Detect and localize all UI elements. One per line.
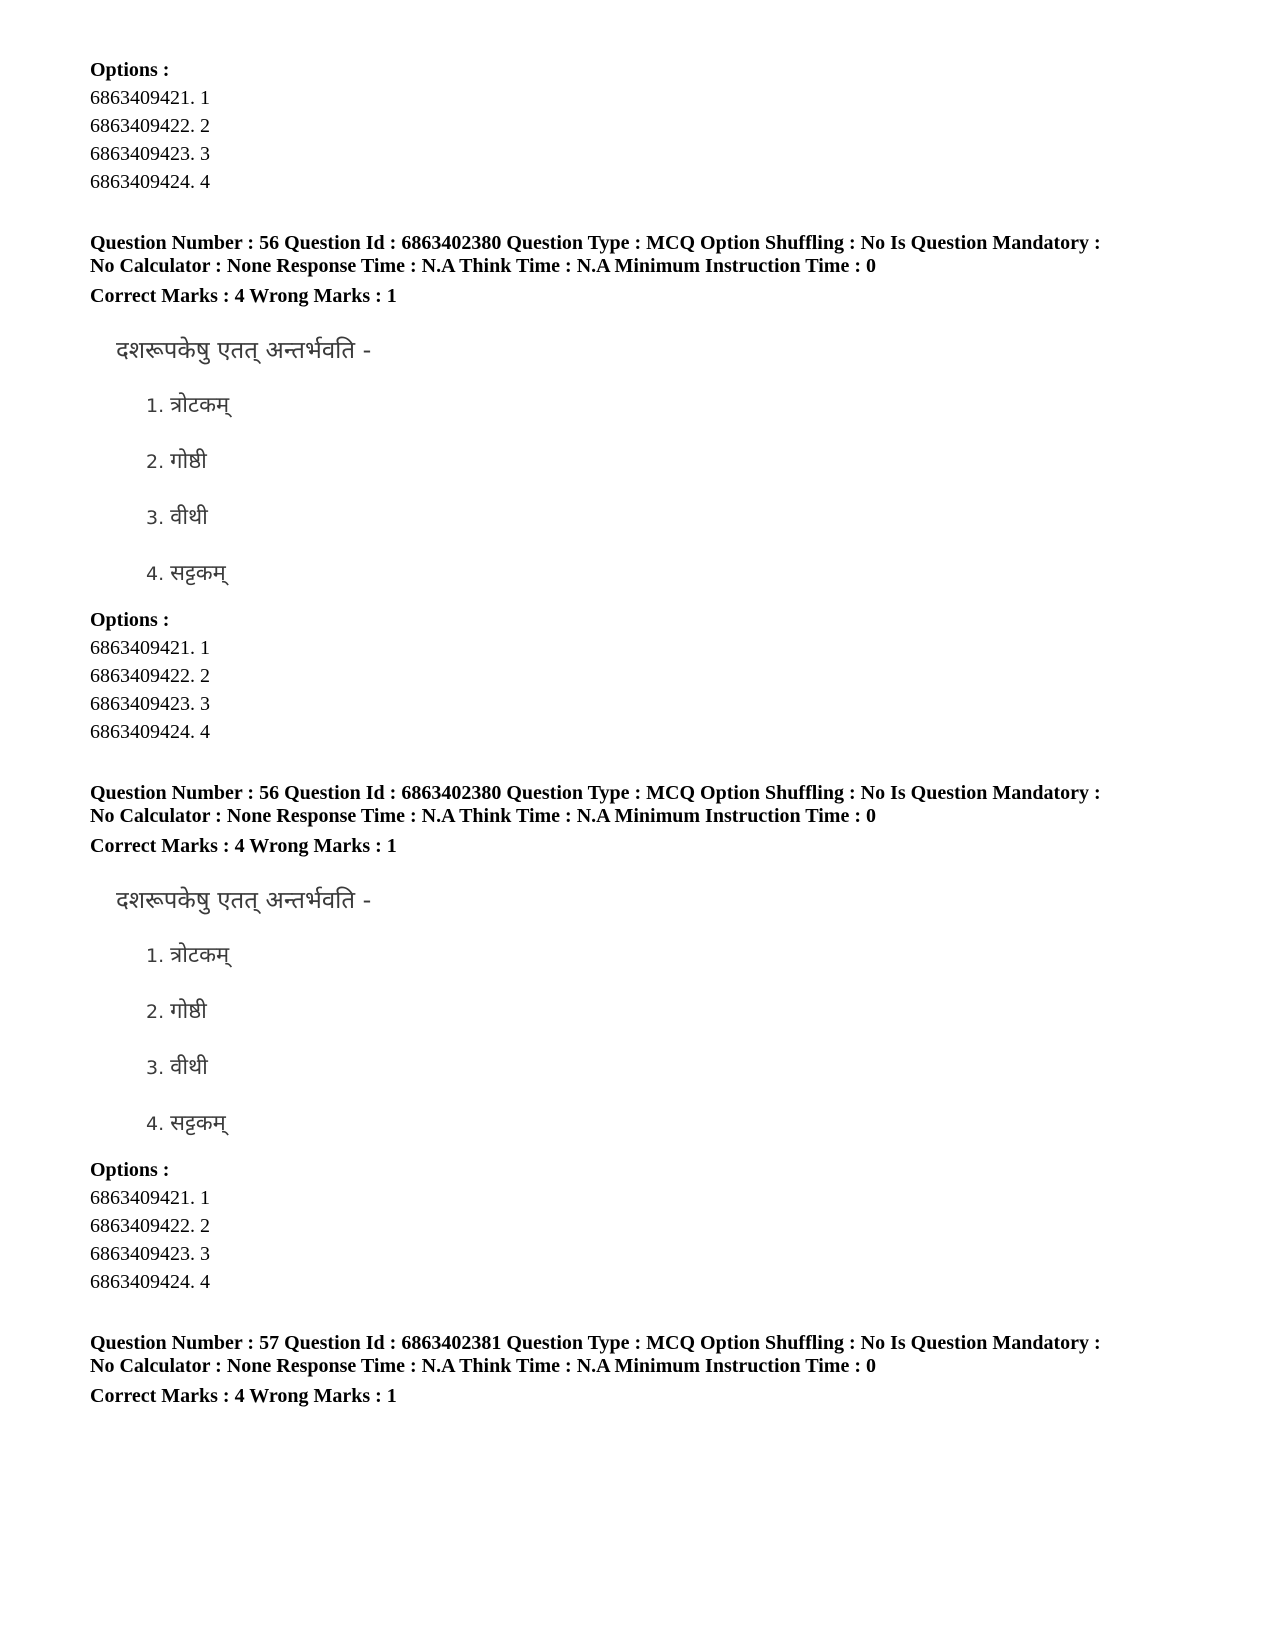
question-stem: दशरूपकेषु एतत् अन्तर्भवति - <box>116 336 372 364</box>
question-meta <box>90 1332 1190 1378</box>
choice-item <box>146 554 1190 594</box>
option-line: 6863409423. 3 <box>90 693 210 715</box>
option-line: 6863409422. 2 <box>90 665 210 687</box>
option-line: 6863409421. 1 <box>90 87 210 109</box>
options-block <box>90 1156 1190 1296</box>
choice-text: गोष्ठी <box>170 449 207 474</box>
question-meta-line: Question Number : 56 Question Id : 6863402380 Question Type : MCQ Option Shuffling : No Is Question Mandatory : <box>90 782 1101 804</box>
choice-text: त्रोटकम् <box>170 393 230 418</box>
question-meta-line: No Calculator : None Response Time : N.A Think Time : N.A Minimum Instruction Time : 0 <box>90 1355 876 1377</box>
choice-item <box>146 498 1190 538</box>
question-meta-line: No Calculator : None Response Time : N.A Think Time : N.A Minimum Instruction Time : 0 <box>90 805 876 827</box>
question-block <box>90 782 1190 1296</box>
choice-number: 3. <box>146 507 165 529</box>
option-line: 6863409423. 3 <box>90 1243 210 1265</box>
choice-item <box>146 442 1190 482</box>
options-heading: Options : <box>90 59 170 81</box>
question-meta-line: No Calculator : None Response Time : N.A Think Time : N.A Minimum Instruction Time : 0 <box>90 255 876 277</box>
options-heading: Options : <box>90 609 170 631</box>
option-line: 6863409422. 2 <box>90 1215 210 1237</box>
choice-item <box>146 936 1190 976</box>
options-heading: Options : <box>90 1159 170 1181</box>
question-marks: Correct Marks : 4 Wrong Marks : 1 <box>90 285 397 307</box>
choice-number: 1. <box>146 395 165 417</box>
question-meta-line: Question Number : 56 Question Id : 6863402380 Question Type : MCQ Option Shuffling : No Is Question Mandatory : <box>90 232 1101 254</box>
choice-text: वीथी <box>170 1055 208 1080</box>
choice-text: सट्टकम् <box>170 1111 226 1136</box>
question-paper-page <box>90 56 1190 1408</box>
option-line: 6863409424. 4 <box>90 171 210 193</box>
option-line: 6863409423. 3 <box>90 143 210 165</box>
question-meta <box>90 232 1190 278</box>
question-image <box>116 330 1190 594</box>
options-block <box>90 56 1190 196</box>
option-line: 6863409421. 1 <box>90 637 210 659</box>
question-marks: Correct Marks : 4 Wrong Marks : 1 <box>90 1385 397 1407</box>
question-meta-line: Question Number : 57 Question Id : 6863402381 Question Type : MCQ Option Shuffling : No Is Question Mandatory : <box>90 1332 1101 1354</box>
choice-number: 2. <box>146 1001 165 1023</box>
choice-item <box>146 386 1190 426</box>
choice-text: वीथी <box>170 505 208 530</box>
question-image <box>116 880 1190 1144</box>
question-stem: दशरूपकेषु एतत् अन्तर्भवति - <box>116 886 372 914</box>
question-marks: Correct Marks : 4 Wrong Marks : 1 <box>90 835 397 857</box>
choice-text: त्रोटकम् <box>170 943 230 968</box>
option-line: 6863409424. 4 <box>90 721 210 743</box>
choice-number: 1. <box>146 945 165 967</box>
question-block <box>90 232 1190 746</box>
choice-item <box>146 992 1190 1032</box>
question-block <box>90 1332 1190 1408</box>
choice-number: 4. <box>146 563 165 585</box>
question-meta <box>90 782 1190 828</box>
choice-text: गोष्ठी <box>170 999 207 1024</box>
choice-item <box>146 1048 1190 1088</box>
options-block <box>90 606 1190 746</box>
choice-text: सट्टकम् <box>170 561 226 586</box>
option-line: 6863409421. 1 <box>90 1187 210 1209</box>
choice-number: 3. <box>146 1057 165 1079</box>
choice-number: 2. <box>146 451 165 473</box>
option-line: 6863409424. 4 <box>90 1271 210 1293</box>
choice-number: 4. <box>146 1113 165 1135</box>
choice-item <box>146 1104 1190 1144</box>
option-line: 6863409422. 2 <box>90 115 210 137</box>
